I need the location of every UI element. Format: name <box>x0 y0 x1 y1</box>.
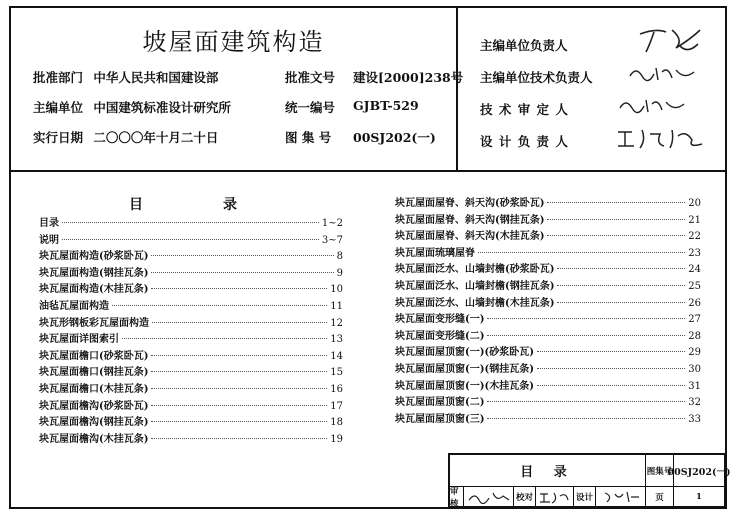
toc-leader <box>557 302 685 303</box>
toc-leader <box>537 368 685 369</box>
toc-item <box>39 349 343 366</box>
tb-design-sig <box>596 487 646 507</box>
toc-leader <box>547 202 685 203</box>
toc-item-page: 22 <box>688 231 701 243</box>
toc-item <box>39 399 343 416</box>
toc-leader <box>487 335 685 336</box>
toc-item-title: 块瓦屋面檐沟(钢挂瓦条) <box>39 417 149 429</box>
toc-leader <box>151 355 327 356</box>
toc-item <box>39 249 343 266</box>
toc-leader <box>151 388 327 389</box>
header <box>11 8 725 172</box>
toc-item <box>39 216 343 233</box>
toc-item-page: 26 <box>688 297 701 309</box>
toc-leader <box>122 338 327 339</box>
page-title: 坡屋面建筑构造 <box>142 28 325 56</box>
toc-item-page: 9 <box>336 267 343 279</box>
title-block <box>448 453 731 509</box>
toc-item-page: 11 <box>330 300 343 312</box>
toc-item <box>395 395 701 412</box>
tb-review-label: 审核 <box>450 487 464 507</box>
toc-item <box>39 382 343 399</box>
toc-item <box>39 299 343 316</box>
tb-check-sig <box>536 487 574 507</box>
atlas-no: 00SJ202(一) <box>353 130 436 145</box>
toc-item <box>395 362 701 379</box>
header-info <box>11 8 464 170</box>
toc-item <box>39 266 343 283</box>
toc-item-title: 说明 <box>39 234 59 246</box>
signature-image <box>628 64 698 88</box>
toc-item-title: 块瓦屋面屋顶窗(一)(砂浆卧瓦) <box>395 347 534 359</box>
resp-row <box>480 68 593 86</box>
editor-unit-label: 主编单位 <box>33 100 84 115</box>
toc-item-page: 28 <box>688 330 701 342</box>
atlas-no-label: 图 集 号 <box>285 130 332 145</box>
toc-leader <box>112 305 327 306</box>
approval-dept-label: 批准部门 <box>33 70 84 85</box>
toc-item-title: 块瓦屋面屋顶窗(一)(钢挂瓦条) <box>395 363 534 375</box>
toc-item-page: 23 <box>688 247 701 259</box>
toc-leader <box>151 371 327 372</box>
toc-item-title: 块瓦屋面构造(木挂瓦条) <box>39 284 149 296</box>
toc-item-page: 8 <box>336 251 343 263</box>
toc-item-title: 块瓦屋面详图索引 <box>39 334 119 346</box>
toc-item-page: 13 <box>330 334 343 346</box>
unified-no-label: 统一编号 <box>285 100 336 115</box>
toc-item <box>395 229 701 246</box>
resp-label: 主编单位技术负责人 <box>480 70 593 85</box>
signature-image <box>618 96 688 120</box>
signature-image <box>636 26 706 61</box>
impl-date: 二〇〇〇年十月二十日 <box>93 130 219 145</box>
toc-item-page: 15 <box>330 367 343 379</box>
tb-page-label: 页 <box>646 487 674 507</box>
toc-item-page: 16 <box>330 383 343 395</box>
toc-item-title: 块瓦屋面构造(钢挂瓦条) <box>39 267 149 279</box>
toc-leader <box>152 322 327 323</box>
toc-item <box>395 412 701 429</box>
tb-atlas-no: 00SJ202(一) <box>674 455 725 487</box>
toc-item-title: 块瓦屋面变形缝(二) <box>395 330 485 342</box>
toc-item <box>395 379 701 396</box>
tb-design-label: 设计 <box>574 487 596 507</box>
toc-item <box>39 365 343 382</box>
toc-leader <box>537 385 685 386</box>
toc-item <box>39 415 343 432</box>
toc-item-page: 14 <box>330 350 343 362</box>
toc-leader <box>62 239 319 240</box>
toc-item-page: 27 <box>688 314 701 326</box>
resp-label: 主编单位负责人 <box>480 38 568 53</box>
toc-item-title: 块瓦屋面屋顶窗(三) <box>395 413 485 425</box>
toc-item <box>395 196 701 213</box>
toc-leader <box>151 438 327 439</box>
toc-item-page: 20 <box>688 198 701 209</box>
toc-item-page: 31 <box>688 380 701 392</box>
tb-review-sig <box>464 487 514 507</box>
toc-item <box>395 213 701 230</box>
toc-item-title: 块瓦屋面屋脊、斜天沟(钢挂瓦条) <box>395 214 545 226</box>
toc-item-title: 块瓦屋面檐口(木挂瓦条) <box>39 383 149 395</box>
tb-atlas-label: 图集号 <box>646 455 674 487</box>
toc-leader <box>151 255 333 256</box>
toc-item <box>395 312 701 329</box>
toc-item-page: 30 <box>688 363 701 375</box>
toc-item-title: 块瓦屋面屋顶窗(一)(木挂瓦条) <box>395 380 534 392</box>
toc-item-page: 3~7 <box>321 234 343 246</box>
toc-item-page: 21 <box>688 214 701 226</box>
approval-no: 建设[2000]238号 <box>353 70 464 85</box>
toc-leader <box>557 268 685 269</box>
tb-name: 目 录 <box>450 455 646 487</box>
toc-leader <box>547 219 685 220</box>
toc-item-title: 块瓦屋面屋顶窗(二) <box>395 397 485 409</box>
toc-item <box>39 233 343 250</box>
resp-label: 设 计 负 责 人 <box>480 134 569 149</box>
impl-date-label: 实行日期 <box>33 130 84 145</box>
tb-page-no: 1 <box>674 487 725 507</box>
toc-leader <box>151 272 333 273</box>
editor-row <box>33 98 419 116</box>
toc-item-title: 块瓦屋面屋脊、斜天沟(木挂瓦条) <box>395 231 545 243</box>
toc-item-page: 32 <box>688 397 701 409</box>
toc-item-page: 33 <box>688 413 701 425</box>
toc-item-title: 块瓦屋面构造(砂浆卧瓦) <box>39 251 149 263</box>
toc-item-title: 块瓦屋面檐沟(砂浆卧瓦) <box>39 400 149 412</box>
toc-item-page: 18 <box>330 417 343 429</box>
resp-label: 技 术 审 定 人 <box>480 102 569 117</box>
toc-leader <box>487 418 685 419</box>
toc-title: 目录 <box>129 197 317 213</box>
toc-leader <box>478 252 685 253</box>
toc-item-page: 19 <box>330 433 343 445</box>
toc-item-title: 块瓦屋面泛水、山墙封檐(钢挂瓦条) <box>395 280 555 292</box>
toc-item-page: 12 <box>330 317 343 329</box>
toc-item-title: 块瓦屋面泛水、山墙封檐(木挂瓦条) <box>395 297 555 309</box>
approval-no-label: 批准文号 <box>285 70 336 85</box>
toc-leader <box>151 288 327 289</box>
toc-leader <box>487 318 685 319</box>
toc-item-page: 29 <box>688 347 701 359</box>
resp-row <box>480 36 568 54</box>
toc-item-page: 10 <box>330 284 343 296</box>
approval-dept: 中华人民共和国建设部 <box>93 70 219 85</box>
toc-item <box>39 432 343 449</box>
toc-item <box>39 316 343 333</box>
toc-leader <box>537 351 685 352</box>
toc-leader <box>62 222 319 223</box>
toc-item <box>395 279 701 296</box>
toc-item-title: 块瓦屋面琉璃屋脊 <box>395 247 475 259</box>
toc-right-column <box>395 196 701 428</box>
toc-item <box>39 282 343 299</box>
resp-row <box>480 132 569 150</box>
toc-item-title: 块瓦屋面檐口(钢挂瓦条) <box>39 367 149 379</box>
signature-image <box>616 126 706 154</box>
toc-leader <box>547 235 685 236</box>
unified-no: GJBT-529 <box>353 98 419 113</box>
tb-check-label: 校对 <box>514 487 536 507</box>
toc-item <box>39 332 343 349</box>
toc-item-title: 块瓦屋面檐沟(木挂瓦条) <box>39 433 149 445</box>
toc-item-page: 1~2 <box>321 218 343 229</box>
approval-row <box>33 68 464 86</box>
resp-row <box>480 100 569 118</box>
responsibles <box>458 8 725 170</box>
toc-item <box>395 262 701 279</box>
toc-item-title: 油毡瓦屋面构造 <box>39 300 109 312</box>
toc-leader <box>151 421 327 422</box>
toc-item-title: 块瓦屋面变形缝(一) <box>395 314 485 326</box>
toc-leader <box>151 405 327 406</box>
toc-left-column <box>39 216 343 448</box>
toc-item-page: 25 <box>688 280 701 292</box>
toc-item-title: 目录 <box>39 218 59 229</box>
toc-leader <box>557 285 685 286</box>
toc-item <box>395 345 701 362</box>
toc-item-title: 块瓦屋面檐口(砂浆卧瓦) <box>39 350 149 362</box>
drawing-frame <box>9 6 731 509</box>
toc-item <box>395 296 701 313</box>
toc-item-page: 24 <box>688 264 701 276</box>
toc-item <box>395 246 701 263</box>
toc-item-title: 块瓦屋面泛水、山墙封檐(砂浆卧瓦) <box>395 264 555 276</box>
toc-item-page: 17 <box>330 400 343 412</box>
toc-leader <box>487 401 685 402</box>
toc-item-title: 块瓦屋面屋脊、斜天沟(砂浆卧瓦) <box>395 198 545 209</box>
toc-item <box>395 329 701 346</box>
editor-unit: 中国建筑标准设计研究所 <box>93 100 231 115</box>
date-row <box>33 128 436 146</box>
toc-item-title: 块瓦形钢板彩瓦屋面构造 <box>39 317 149 329</box>
table-of-contents <box>11 172 725 452</box>
